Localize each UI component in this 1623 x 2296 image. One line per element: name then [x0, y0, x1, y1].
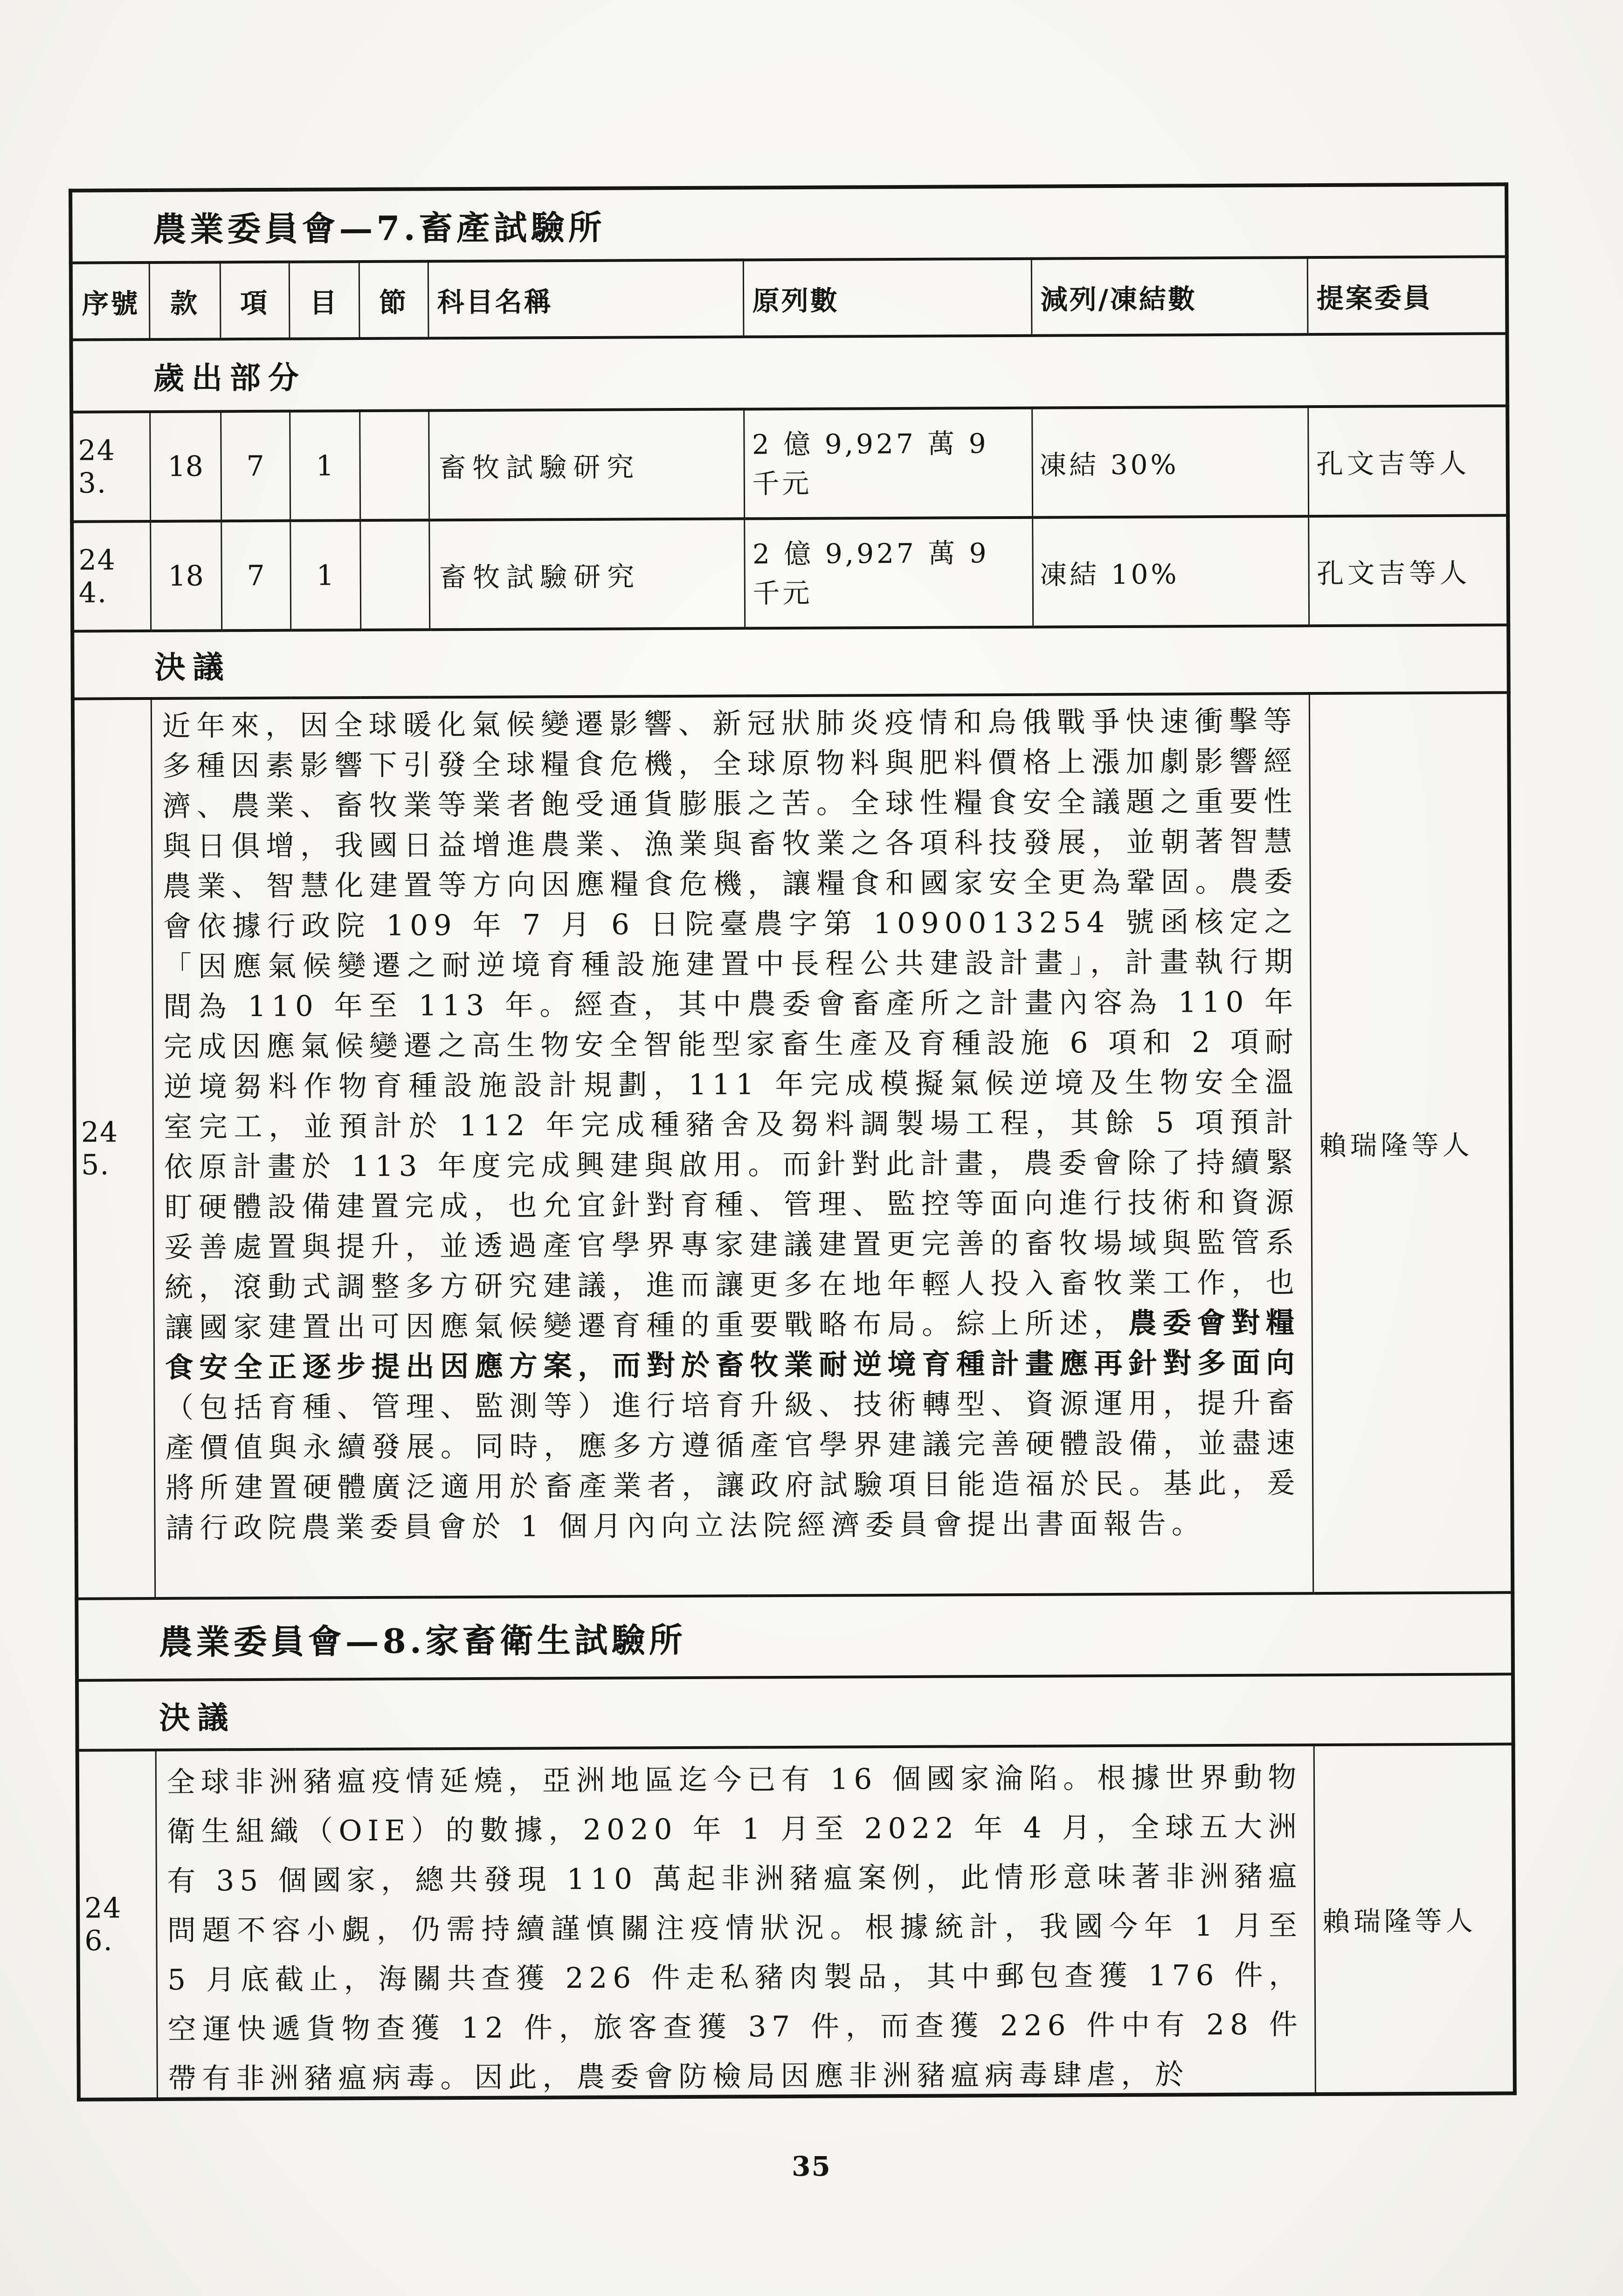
- column-header-reduction: 減列/凍結數: [1031, 257, 1308, 336]
- table-row-246: [77, 1744, 1515, 2099]
- row243-subject: 畜牧試驗研究: [428, 409, 744, 520]
- subsection-label: 歲出部分: [71, 333, 1507, 412]
- page-number: 35: [792, 2151, 831, 2182]
- table-row-245: [73, 692, 1512, 1598]
- row244-original-amount: 2 億 9,927 萬 9 千元: [744, 518, 1033, 629]
- row245-text-clip: [162, 701, 1301, 1591]
- section8-title: 農業委員會—8.家畜衛生試驗所: [76, 1592, 1513, 1680]
- row245-text-part1: 近年來，因全球暖化氣候變遷影響、新冠狀肺炎疫情和烏俄戰爭快速衝擊等多種因素影響下引發全球糧食危機，全球原物料與肥料價格上漲加劇影響經濟、農業、畜牧業等業者飽受通貨膨脹之苦。全球性糧食安全議題之重要性與日俱增，我國日益增進農業、漁業與畜牧業之各項科技發展，並朝著智慧農業、智慧化建置等方向因應糧食危機，讓糧食和國家安全更為鞏固。農委會依據行政院 109 年 7 月 6 日院臺農字第 1090013254 號函核定之「因應氣候變遷之耐逆境育種設施建置中長程公共建設計畫」，計畫執行期間為 110 年至 113 年。經查，其中農委會畜產所之計畫內容為 110 年完成因應氣候變遷之高生物安全智能型家畜生產及育種設施 6 項和 2 項耐逆境芻料作物育種設施設計規劃，111 年完成模擬氣候逆境及生物安全溫室完工，並預計於 112 年完成種豬舍及芻料調製場工程，其餘 5 項預計依原計畫於 113 年度完成興建與啟用。而針對此計畫，農委會除了持續緊盯硬體設備建置完成，也允宜針對育種、管理、監控等面向進行技術和資源妥善處置與提升，並透過產官學界專家建議建置更完善的畜牧場域與監管系統，滾動式調整多方研究建議，進而讓更多在地年輕人投入畜牧業工作，也讓國家建置出可因應氣候變遷育種的重要戰略布局。綜上所述，: [162, 705, 1300, 1344]
- row244-jie: [360, 520, 429, 630]
- row243-seq: 243.: [71, 412, 150, 522]
- row244-reduction: 凍結 10%: [1032, 516, 1309, 627]
- resolution-label-row-7: [72, 625, 1509, 698]
- row245-proposer: 賴瑞隆等人: [1309, 692, 1513, 1593]
- row244-mu: 1: [290, 520, 360, 630]
- resolution-label-7: 決議: [72, 625, 1509, 698]
- section7-title-row: [70, 184, 1507, 263]
- resolution-label-row-8: [77, 1674, 1513, 1750]
- column-header-kuan: 款: [149, 262, 221, 339]
- row246-text-clip: [166, 1753, 1303, 2097]
- column-header-subject: 科目名稱: [428, 260, 744, 338]
- budget-review-table: [69, 182, 1517, 2101]
- row246-proposer: 賴瑞隆等人: [1314, 1744, 1515, 2094]
- column-header-xiang: 項: [220, 262, 290, 339]
- table-row-244: [72, 515, 1508, 631]
- row243-kuan: 18: [150, 411, 221, 521]
- column-header-seq: 序號: [71, 263, 150, 340]
- row244-proposer: 孔文吉等人: [1308, 515, 1508, 626]
- row243-mu: 1: [290, 411, 360, 521]
- section8-title-row: [76, 1592, 1513, 1680]
- row243-reduction: 凍結 30%: [1032, 407, 1308, 518]
- row245-resolution-cell: [151, 693, 1313, 1598]
- row243-xiang: 7: [221, 411, 290, 521]
- column-header-mu: 目: [289, 262, 359, 339]
- subsection-row: [71, 333, 1507, 412]
- row244-seq: 244.: [72, 521, 151, 631]
- column-header-jie: 節: [359, 261, 428, 339]
- row244-xiang: 7: [221, 521, 290, 631]
- column-header-proposer: 提案委員: [1307, 256, 1507, 334]
- row245-resolution-text: [162, 701, 1301, 1549]
- row246-resolution-text: 全球非洲豬瘟疫情延燒，亞洲地區迄今已有 16 個國家淪陷。根據世界動物衛生組織（OIE）的數據，2020 年 1 月至 2022 年 4 月，全球五大洲有 35 個國家，總共發現 110 萬起非洲豬瘟案例，此情形意味著非洲豬瘟問題不容小覷，仍需持續謹慎關注疫情狀況。根據統計，我國今年 1 月至 5 月底截止，海關共查獲 226 件走私豬肉製品，其中郵包查獲 176 件，空運快遞貨物查獲 12 件，旅客查獲 37 件，而查獲 226 件中有 28 件帶有非洲豬瘟病毒。因此，農委會防檢局因應非洲豬瘟病毒肆虐，於: [166, 1761, 1303, 2095]
- row244-subject: 畜牧試驗研究: [429, 519, 745, 629]
- column-header-original: 原列數: [743, 259, 1032, 337]
- row243-jie: [359, 410, 429, 520]
- row246-resolution-cell: [156, 1745, 1315, 2099]
- row245-text-part2: （包括育種、管理、監測等）進行培育升級、技術轉型、資源運用，提升畜產價值與永續發展。同時，應多方遵循產官學界建議完善硬體設備，並盡速將所建置硬體廣泛適用於畜產業者，讓政府試驗項目能造福於民。基此，爰請行政院農業委員會於 1 個月內向立法院經濟委員會提出書面報告。: [165, 1386, 1301, 1545]
- table-row-243: [71, 406, 1508, 521]
- column-header-row: [71, 256, 1507, 339]
- scan-table-region: [69, 182, 1517, 2101]
- row243-proposer: 孔文吉等人: [1308, 406, 1508, 516]
- resolution-label-8: 決議: [77, 1674, 1513, 1750]
- section7-title: 農業委員會—7.畜產試驗所: [70, 184, 1507, 263]
- row244-kuan: 18: [150, 521, 221, 631]
- row243-original-amount: 2 億 9,927 萬 9 千元: [744, 408, 1032, 519]
- row245-seq: 245.: [73, 698, 155, 1599]
- row245-text-bold-emphasis: 農委會對糧食安全正逐步提出因應方案，而對於畜牧業耐逆境育種計畫應再針對多面向: [165, 1306, 1300, 1384]
- row246-seq: 246.: [77, 1750, 157, 2100]
